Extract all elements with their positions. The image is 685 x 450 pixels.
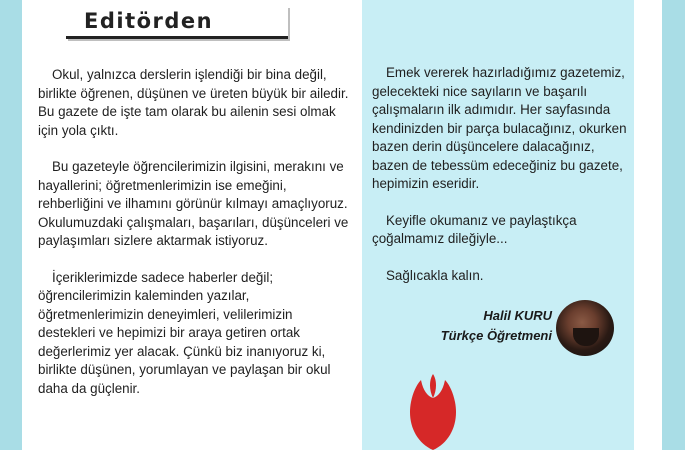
signature [400, 306, 552, 346]
paragraph: Okul, yalnızca derslerin işlendiği bir bina değil, birlikte öğrenen, düşünen ve üreten büyük bir ailedir. Bu gazete de işte tam olarak bu ailenin sesi olmak için yola çıktı. [38, 67, 349, 138]
author-photo [556, 300, 614, 356]
paragraph: Keyifle okumanız ve paylaştıkça çoğalmamız dileğiyle... [372, 212, 577, 246]
author-name: Halil KURU [483, 308, 552, 323]
beard-shape [573, 328, 599, 346]
paragraph: Emek vererek hazırladığımız gazetemiz, gelecekteki nice sayıların ve başarılı çalışmaların ilk adımıdır. Her sayfasında kendinizden bir parça bulacağınız, okurken bazen derin düşüncelere dalacağınız, bazen de tebessüm edeceğiniz bu gazete, hepimizin eseridir. [372, 65, 627, 191]
right-edge [663, 0, 685, 450]
page-title: Editörden [84, 9, 214, 33]
title-box [66, 6, 288, 39]
author-role: Türkçe Öğretmeni [440, 328, 552, 343]
tulip-icon [405, 372, 461, 450]
right-column [372, 64, 627, 303]
left-column [38, 66, 350, 416]
paragraph: Sağlıcakla kalın. [386, 267, 484, 283]
right-margin [634, 0, 662, 450]
paragraph: Bu gazeteyle öğrencilerimizin ilgisini, merakını ve hayallerini; öğretmenlerimizin ise emeğini, rehberliğini ve ilhamını görünür kılmayı amaçlıyoruz. Okulumuzdaki çalışmaları, başarıları, düşünceleri ve paylaşımları sizlere aktarmak istiyoruz. [38, 159, 349, 248]
paragraph: İçeriklerimizde sadece haberler değil; öğrencilerimizin kaleminden yazılar, öğretmenlerimizin deneyimleri, velilerimizin destekleri ve hepimizi bir araya getiren ortak değerlerimiz yer alacak. Çünkü biz inanıyoruz ki, birlikte düşünen, yorumlayan ve paylaşan bir okul daha da güçlenir. [38, 269, 331, 396]
